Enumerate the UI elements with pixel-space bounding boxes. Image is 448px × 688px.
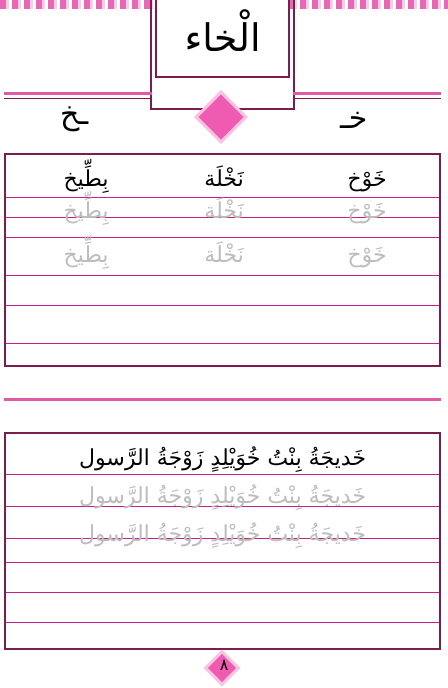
deco-line-right [293,92,441,95]
ruled-line [6,474,439,475]
ruled-line [6,275,439,276]
section-divider [4,398,441,401]
letter-initial-form: خـ [340,101,368,136]
word-trace-right: خَوْخ [347,199,387,224]
sentence-practice-panel [4,432,441,650]
ruled-line [6,562,439,563]
ruled-line [6,343,439,344]
sentence-trace: خَديجَةُ بِنْتُ خُوَيْلِدٍ زَوْجَةُ الرَّسول [79,522,366,547]
ruled-line [6,197,439,198]
word-trace-left: بِطِّيخ [63,199,109,224]
deco-line-right-thin [293,98,441,99]
word-practice-panel [4,153,441,367]
word-ink-right: خَوْخ [347,167,387,192]
page-number: ٨ [219,655,229,674]
word-trace-center: نَخْلَة [204,199,244,224]
ruled-line [6,592,439,593]
title-box [155,0,290,78]
ruled-line [6,237,439,238]
word-ink-left: بِطِّيخ [63,167,109,192]
letter-final-form: ـخ [60,97,89,132]
ruled-line [6,622,439,623]
word-trace-left: بِطِّيخ [63,243,109,268]
sentence-ink: خَديجَةُ بِنْتُ خُوَيْلِدٍ زَوْجَةُ الرَّسول [79,446,366,471]
word-trace-right: خَوْخ [347,243,387,268]
ruled-line [6,305,439,306]
deco-line-left [4,92,152,95]
word-trace-center: نَخْلَة [204,243,244,268]
sentence-trace: خَديجَةُ بِنْتُ خُوَيْلِدٍ زَوْجَةُ الرَّسول [79,484,366,509]
page-title: الْخاء [184,16,261,60]
word-ink-center: نَخْلَة [204,167,244,192]
